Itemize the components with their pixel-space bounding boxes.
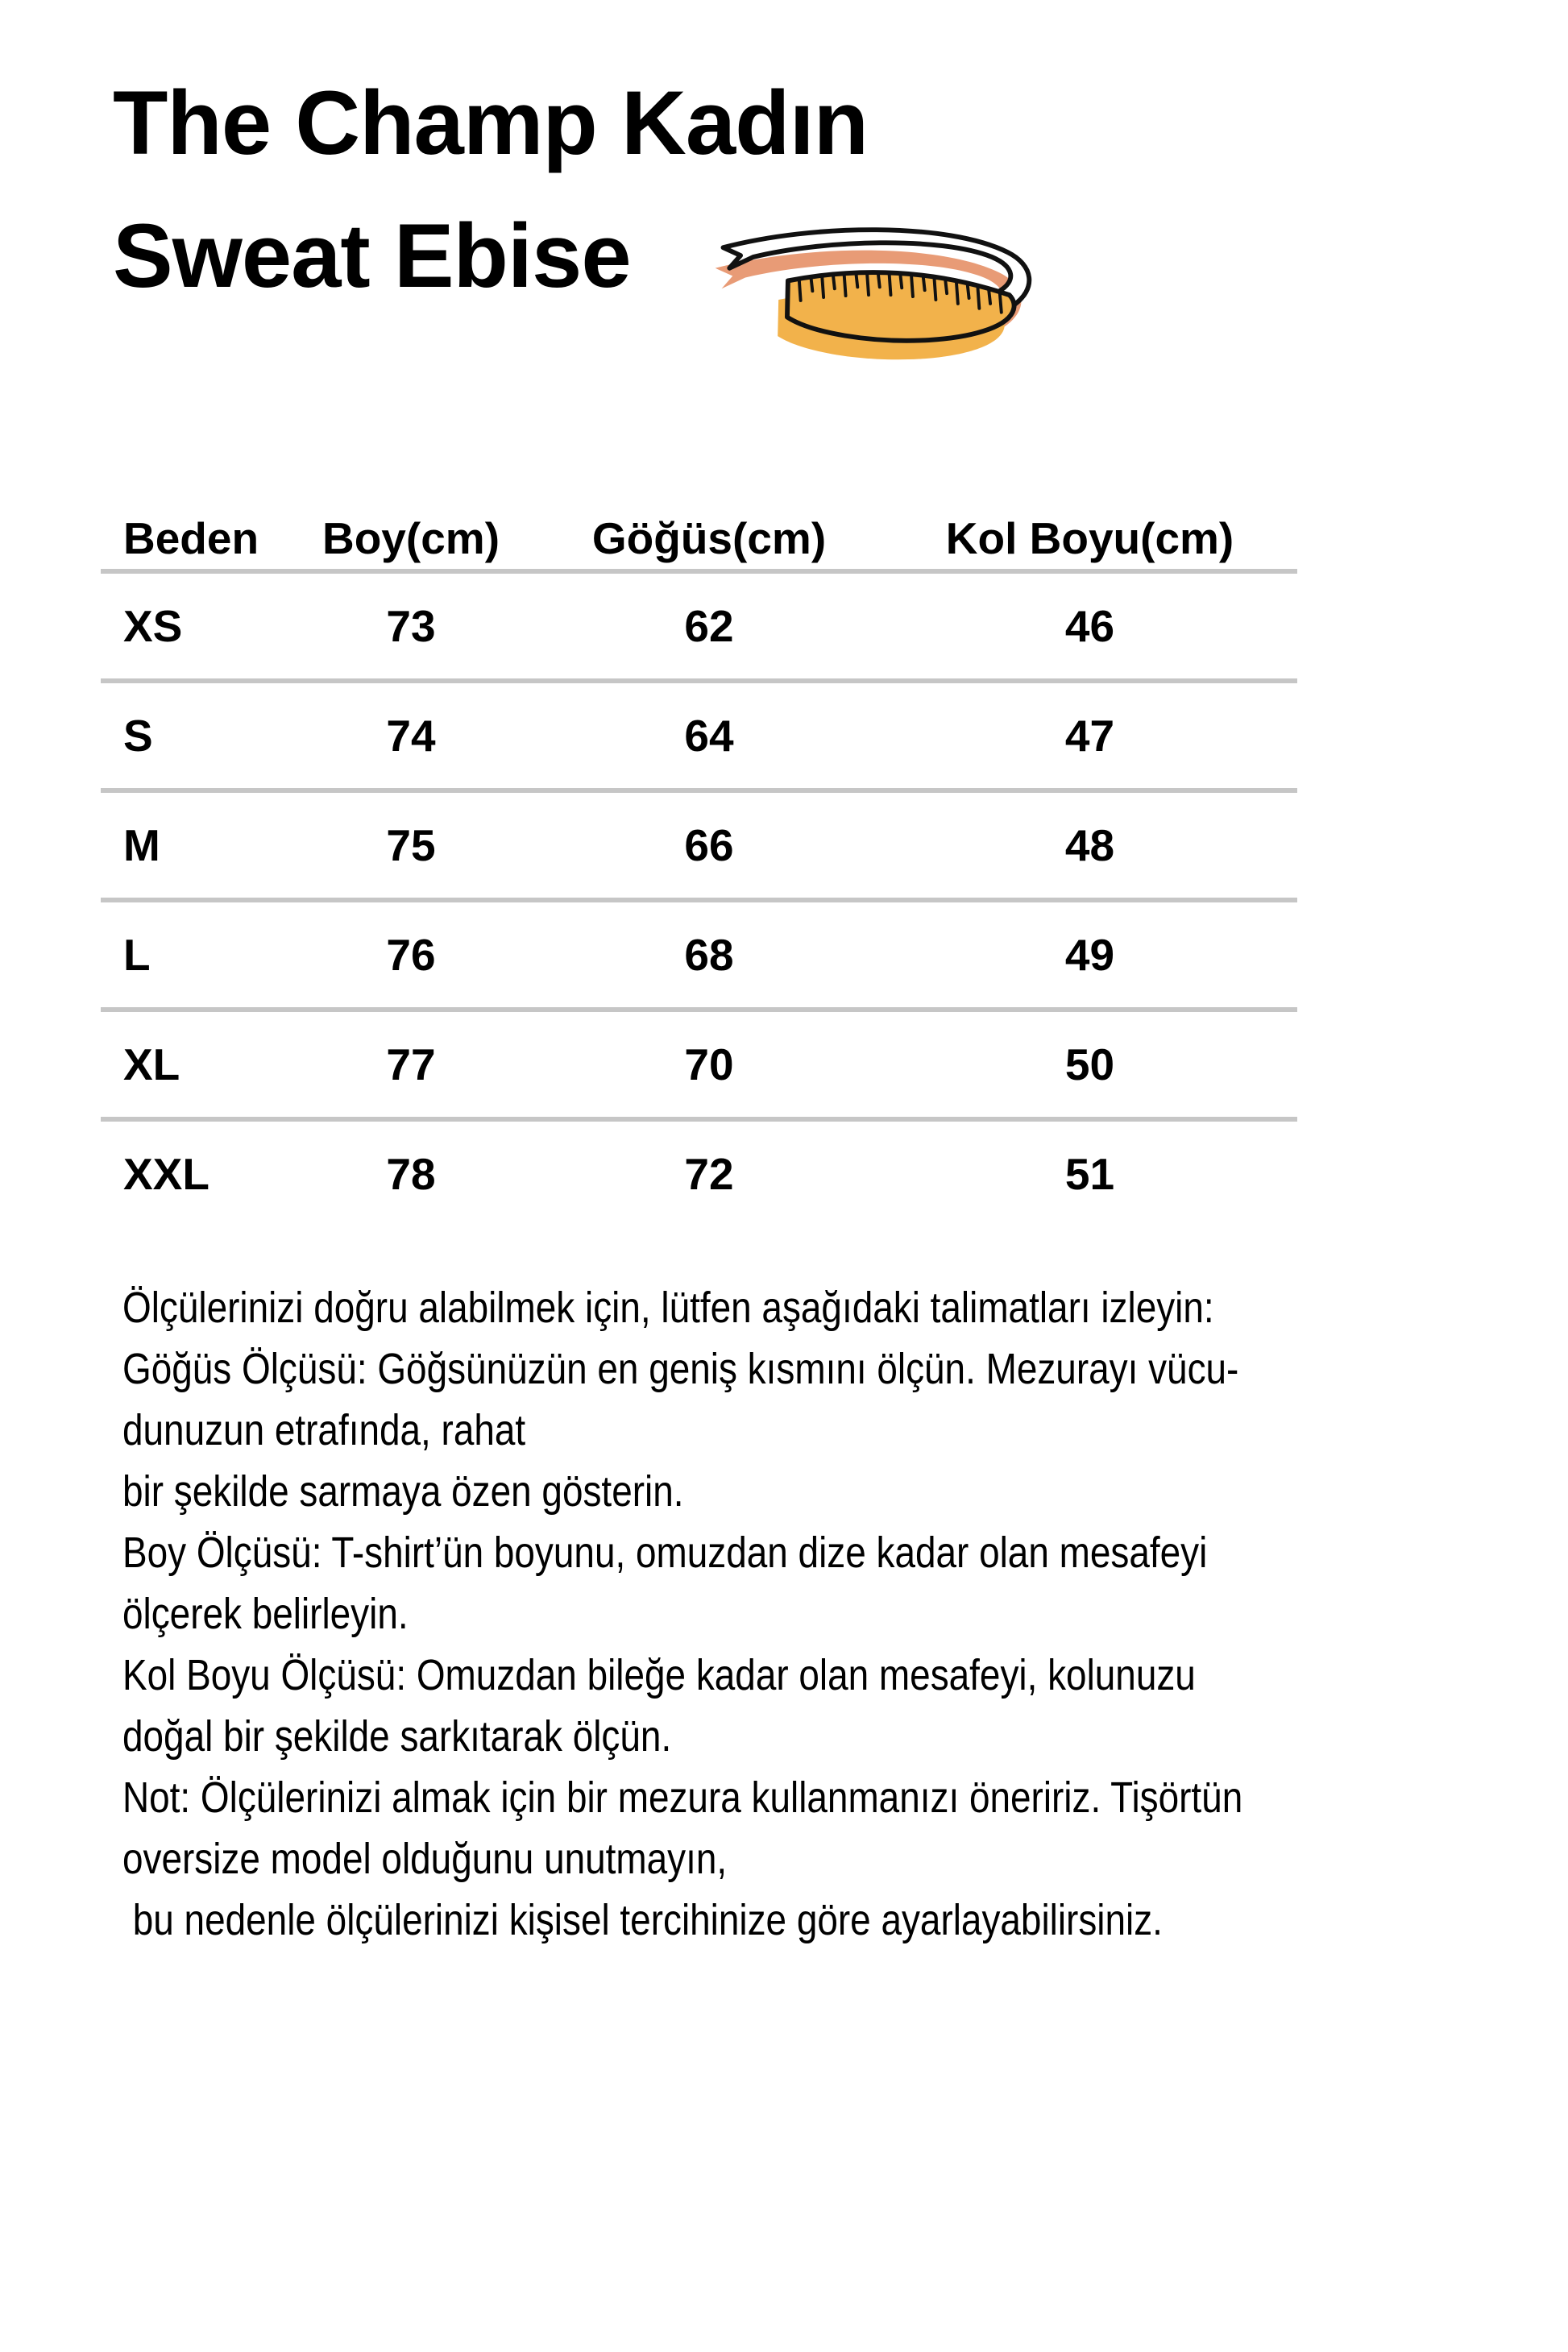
measurement-value: 62 <box>684 601 734 651</box>
column-header: Boy(cm) <box>321 513 500 563</box>
size-row <box>101 793 1297 902</box>
size-row <box>101 1012 1297 1122</box>
measurement-value: 68 <box>684 930 734 980</box>
size-label: XXL <box>123 1149 209 1199</box>
measurement-value: 75 <box>386 820 436 870</box>
instruction-line: ölçerek belirleyin. <box>122 1590 409 1638</box>
column-header: Kol Boyu(cm) <box>945 513 1234 563</box>
instruction-line: Kol Boyu Ölçüsü: Omuzdan bileğe kadar olan mesafeyi, kolunuzu <box>122 1651 1196 1699</box>
instruction-line: oversize model olduğunu unutmayın, <box>122 1835 728 1883</box>
instruction-line: Not: Ölçülerinizi almak için bir mezura kullanmanızı öneririz. Tişörtün <box>122 1773 1243 1822</box>
measurement-value: 64 <box>684 711 734 761</box>
instruction-line: Ölçülerinizi doğru alabilmek için, lütfen aşağıdaki talimatları izleyin: <box>122 1284 1214 1332</box>
measurement-value: 66 <box>684 820 734 870</box>
measurement-value: 51 <box>1064 1149 1115 1199</box>
instruction-line: bu nedenle ölçülerinizi kişisel tercihinize göre ayarlayabilirsiniz. <box>122 1896 1163 1944</box>
size-row <box>101 1122 1297 1226</box>
measuring-tape-icon <box>695 216 1043 382</box>
size-label: M <box>123 820 160 870</box>
measurement-value: 48 <box>1064 820 1115 870</box>
measurement-value: 76 <box>386 930 436 980</box>
instruction-line: Boy Ölçüsü: T-shirt’ün boyunu, omuzdan dize kadar olan mesafeyi <box>122 1529 1208 1577</box>
measurement-value: 49 <box>1064 930 1115 980</box>
measurement-value: 72 <box>684 1149 734 1199</box>
instruction-line: Göğüs Ölçüsü: Göğsünüzün en geniş kısmını ölçün. Mezurayı vücu- <box>122 1345 1239 1393</box>
measurement-value: 74 <box>386 711 436 761</box>
page-title-line2: Sweat Ebise <box>113 205 631 306</box>
measurement-value: 77 <box>386 1039 436 1089</box>
size-label: XS <box>123 601 183 651</box>
column-header: Göğüs(cm) <box>591 513 827 563</box>
size-label: S <box>123 711 153 761</box>
size-table-body <box>101 574 1297 1226</box>
size-label: L <box>123 930 151 980</box>
instruction-line: doğal bir şekilde sarkıtarak ölçün. <box>122 1712 672 1761</box>
size-row <box>101 683 1297 793</box>
size-row <box>101 574 1297 683</box>
measurement-value: 46 <box>1064 601 1115 651</box>
measurement-value: 47 <box>1064 711 1115 761</box>
instruction-line: bir şekilde sarmaya özen gösterin. <box>122 1467 684 1516</box>
size-table <box>101 496 1297 1226</box>
page-title-line1: The Champ Kadın <box>113 73 869 173</box>
measurement-instructions <box>122 1277 1541 1951</box>
measurement-value: 73 <box>386 601 436 651</box>
size-label: XL <box>123 1039 180 1089</box>
instruction-line: dunuzun etrafında, rahat <box>122 1406 526 1454</box>
measurement-value: 50 <box>1064 1039 1115 1089</box>
column-header: Beden <box>123 513 259 563</box>
measurement-value: 78 <box>386 1149 436 1199</box>
size-table-header <box>101 496 1297 574</box>
size-row <box>101 902 1297 1012</box>
measurement-value: 70 <box>684 1039 734 1089</box>
